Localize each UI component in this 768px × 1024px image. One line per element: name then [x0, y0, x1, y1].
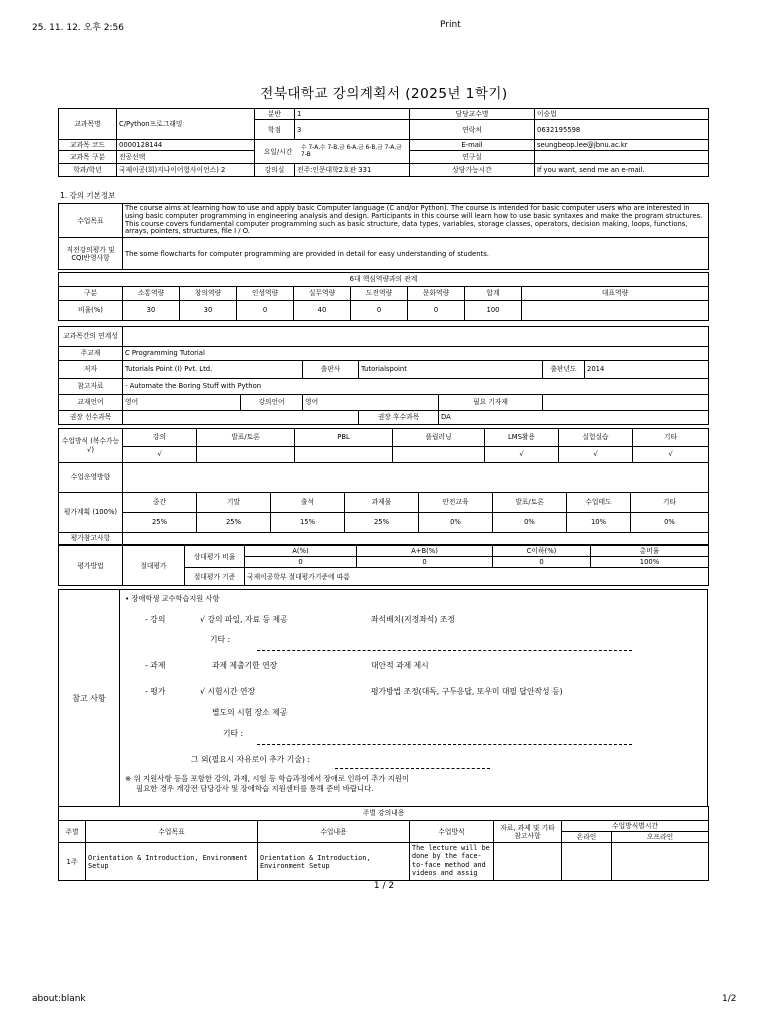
notes-eval-etc-line	[257, 744, 632, 745]
goal-label: 수업목표	[59, 204, 123, 238]
weekly-header-goal: 수업목표	[86, 821, 258, 843]
grading-note-label: 평가참고사항	[59, 533, 123, 545]
print-title: Print	[440, 20, 461, 30]
reference-label: 참고자료	[59, 379, 123, 395]
relative-value: 0	[493, 557, 591, 568]
grading-label: 평가계획 (100%)	[59, 493, 123, 533]
grading-value: 10%	[567, 513, 631, 533]
notes-lecture-label: - 강의	[145, 615, 166, 624]
competency-header: 창의역량	[180, 287, 237, 301]
print-page: 1/2	[722, 994, 737, 1004]
grading-header: 과제물	[345, 493, 419, 513]
weekly-row-content: Orientation & Introduction, Environment Setup	[258, 843, 410, 881]
competency-header: 대표역량	[522, 287, 709, 301]
hours: If you want, send me an e-mail.	[535, 164, 709, 177]
method-check: √	[633, 447, 709, 463]
weekly-row-ref	[494, 843, 562, 881]
material-language-label: 교재언어	[59, 395, 123, 411]
method-header: 발표/토론	[197, 429, 295, 447]
method-header: 강의	[123, 429, 197, 447]
year: 2014	[585, 361, 709, 379]
type-label: 교과목 구분	[59, 151, 117, 164]
grading-header: 출석	[271, 493, 345, 513]
notes-homework-label: - 과제	[145, 661, 166, 670]
notes-eval-label: - 평가	[145, 687, 166, 696]
print-datetime: 25. 11. 12. 오후 2:56	[32, 23, 124, 33]
weekly-table	[58, 806, 709, 881]
grading-header: 안전교육	[419, 493, 493, 513]
evaluation-type: 절대평가	[123, 546, 185, 586]
competency-header: 문화역량	[408, 287, 465, 301]
grading-value: 0%	[493, 513, 567, 533]
contact-label: 연락처	[410, 120, 535, 140]
grading-table	[58, 492, 709, 545]
lecture-language-label: 강의언어	[241, 395, 303, 411]
relative-value: 100%	[591, 557, 709, 568]
office-label: 연구실	[410, 151, 535, 164]
grading-header: 수업태도	[567, 493, 631, 513]
reference-value: - Automate the Boring Stuff with Python	[123, 379, 709, 395]
method-check: √	[559, 447, 633, 463]
grading-value: 15%	[271, 513, 345, 533]
goal-text: The course aims at learning how to use and apply basic Computer language (C and/or Python). The course is intended for basic computer users who are interested in using basic computer programming in engineering analysis and design. Participants in this course will learn how to use basic syntaxes and make the program structures. This course covers fundamental computer programming such as basic structure, data types, variables, storage classes, operators, decision making, loops, functions, arrays, pointers, structures, file I / O.	[123, 204, 709, 238]
evaluation-method-table	[58, 545, 709, 586]
contact: 0632195598	[535, 120, 709, 140]
notes-eval-item2: 평가방법 조정(대독, 구두응답, 또우미 대필 답안작성 등)	[371, 687, 563, 696]
grading-header: 중간	[123, 493, 197, 513]
document-title: 전북대학교 강의계획서 (2025년 1학기)	[260, 86, 508, 102]
prereq-value	[123, 411, 359, 425]
relative-header: A+B(%)	[357, 546, 493, 557]
notes-lecture-etc-line	[257, 650, 632, 651]
weekly-header-time: 수업방식별시간	[562, 821, 709, 832]
method-header: 플립러닝	[393, 429, 485, 447]
publisher-label: 출판사	[303, 361, 359, 379]
notes-lecture-item: √ 강의 파일, 자료 등 제공	[200, 615, 288, 624]
weekly-subheader-online: 온라인	[562, 832, 612, 843]
code: 0000128144	[117, 140, 255, 151]
competency-title: 6대 핵심역량과의 관계	[59, 273, 709, 287]
notes-eval-item: √ 시험시간 연장	[200, 687, 256, 696]
schedule: 수 7-A,수 7-B,금 6-A,금 6-B,금 7-A,금 7-B	[301, 144, 402, 158]
relative-header: 총비율	[591, 546, 709, 557]
notes-footnote-2: 필요한 경우 개강전 담당강사 및 장애학습 지원센터를 통해 준비 바랍니다.	[136, 784, 374, 793]
method-header: 기타	[633, 429, 709, 447]
weekly-subheader-offline: 오프라인	[612, 832, 709, 843]
link-label: 교과목간의 연계성	[59, 327, 123, 347]
credit: 3	[295, 120, 410, 140]
method-check	[295, 447, 393, 463]
notes-eval-etc: 기타 :	[223, 729, 244, 738]
notes-heading: • 장애학생 교수학습지원 사항	[125, 594, 220, 603]
basic-info-table	[58, 108, 709, 177]
weekly-title: 주별 강의내용	[59, 807, 709, 821]
method-check: √	[123, 447, 197, 463]
notes-lecture-item2: 좌석배치(지정좌석) 조정	[371, 615, 455, 624]
competency-value: 0	[408, 301, 465, 321]
competency-header: 인성역량	[237, 287, 294, 301]
author-label: 저자	[59, 361, 123, 379]
method-header: 실험실습	[559, 429, 633, 447]
grading-value: 25%	[197, 513, 271, 533]
method-header: LMS활용	[485, 429, 559, 447]
code-label: 교과목 코드	[59, 140, 117, 151]
goal-table	[58, 203, 709, 270]
section-basic-title: 1. 강의 기본정보	[60, 191, 116, 200]
competency-row-label: 비율(%)	[59, 301, 123, 321]
method-check	[197, 447, 295, 463]
notes-other: 그 외(필요시 자유로이 추가 기술) :	[191, 755, 311, 764]
absolute-criteria: 국제이공학부 절대평가기준에 따름	[245, 568, 709, 586]
relative-value: 0	[245, 557, 357, 568]
email: seungbeop.lee@jbnu.ac.kr	[535, 140, 709, 151]
course-name: C/Python프로그래밍	[117, 109, 255, 140]
notes-eval-item3: 별도의 시험 장소 제공	[212, 708, 288, 717]
page-indicator: 1 / 2	[373, 881, 395, 891]
room-label: 강의실	[255, 164, 295, 177]
post-course: DA	[439, 411, 709, 425]
course-name-label: 교과목명	[59, 109, 117, 140]
weekly-row-week: 1주	[59, 843, 86, 881]
post-course-label: 권장 후수과목	[359, 411, 439, 425]
weekly-row-method: The lecture will be done by the face-to-face method and videos and assig	[410, 843, 494, 881]
weekly-row-online	[562, 843, 612, 881]
weekly-header-method: 수업방식	[410, 821, 494, 843]
grading-value: 0%	[631, 513, 709, 533]
notes-other-line	[335, 768, 490, 769]
grading-value: 0%	[419, 513, 493, 533]
office	[535, 151, 709, 164]
relative-ratio-label: 상대평가 비율	[185, 546, 245, 568]
competency-value: 30	[180, 301, 237, 321]
weekly-header-week: 주별	[59, 821, 86, 843]
evaluation-method-label: 평가방법	[59, 546, 123, 586]
publisher: Tutorialspoint	[359, 361, 543, 379]
notes-section	[58, 589, 708, 807]
grading-header: 기타	[631, 493, 709, 513]
email-label: E-mail	[410, 140, 535, 151]
class-label: 분반	[255, 109, 295, 120]
weekly-row-goal: Orientation & Introduction, Environment Setup	[86, 843, 258, 881]
competency-value: 100	[465, 301, 522, 321]
grading-value: 25%	[123, 513, 197, 533]
competency-value: 30	[123, 301, 180, 321]
textbook-value: C Programming Tutorial	[123, 347, 709, 361]
grading-header: 발표/토론	[493, 493, 567, 513]
type: 전공선택	[117, 151, 255, 164]
professor: 이승법	[535, 109, 709, 120]
competency-header: 소통역량	[123, 287, 180, 301]
eval-plan-text: The some flowcharts for computer programming are provided in detail for easy understanding of students.	[123, 238, 709, 270]
print-url: about:blank	[32, 994, 86, 1004]
method-check: √	[485, 447, 559, 463]
material-language: 영어	[123, 395, 241, 411]
room: 전주:인문대학2호관 331	[295, 164, 410, 177]
competency-header: 실무역량	[294, 287, 351, 301]
notes-lecture-etc: 기타 :	[210, 635, 231, 644]
grading-header: 기말	[197, 493, 271, 513]
competency-header: 합계	[465, 287, 522, 301]
eval-plan-label: 직전강의평가 및 CQI반영사항	[59, 238, 123, 270]
class-value: 1	[295, 109, 410, 120]
professor-label: 담당교수명	[410, 109, 535, 120]
notes-label: 참고 사항	[59, 590, 120, 806]
schedule-label: 요일/시간	[263, 147, 293, 156]
lecture-language: 영어	[303, 395, 439, 411]
weekly-row-offline	[612, 843, 709, 881]
author: Tutorials Point (I) Pvt. Ltd.	[123, 361, 303, 379]
grading-value: 25%	[345, 513, 419, 533]
weekly-header-content: 수업내용	[258, 821, 410, 843]
methods-table	[58, 428, 709, 493]
competency-header: 도전역량	[351, 287, 408, 301]
competency-value	[522, 301, 709, 321]
notes-footnote-1: ※ 위 지원사항 등을 포함한 강의, 과제, 시험 등 학습과정에서 장애로 인하여 추가 지원이	[125, 774, 410, 783]
credit-label: 학점	[255, 120, 295, 140]
notes-homework-item2: 대안적 과제 제시	[371, 661, 429, 670]
method-header: PBL	[295, 429, 393, 447]
relative-header: A(%)	[245, 546, 357, 557]
methods-label: 수업방식 (복수가능√)	[59, 429, 123, 463]
relative-header: C이하(%)	[493, 546, 591, 557]
competency-value: 0	[237, 301, 294, 321]
year-label: 출판년도	[543, 361, 585, 379]
notes-homework-item: 과제 제출기한 연장	[212, 661, 278, 670]
dept-label: 학과/학년	[59, 164, 117, 177]
textbook-table	[58, 326, 709, 425]
equipment-label: 필요 기자재	[439, 395, 543, 411]
absolute-criteria-label: 절대평가 기준	[185, 568, 245, 586]
weekly-header-ref: 자료, 과제 및 기타 참고사항	[494, 821, 562, 843]
method-check	[393, 447, 485, 463]
competency-value: 40	[294, 301, 351, 321]
relative-value: 0	[357, 557, 493, 568]
operation-label: 수업운영방향	[59, 463, 123, 493]
equipment	[543, 395, 709, 411]
textbook-label: 주교재	[59, 347, 123, 361]
weekly-row	[59, 843, 709, 881]
dept: 국제이공(회)지나이어험사이언스) 2	[117, 164, 255, 177]
competency-header: 구분	[59, 287, 123, 301]
hours-label: 상담가능시간	[410, 164, 535, 177]
competency-value: 0	[351, 301, 408, 321]
prereq-label: 권장 선수과목	[59, 411, 123, 425]
competency-table	[58, 272, 709, 321]
